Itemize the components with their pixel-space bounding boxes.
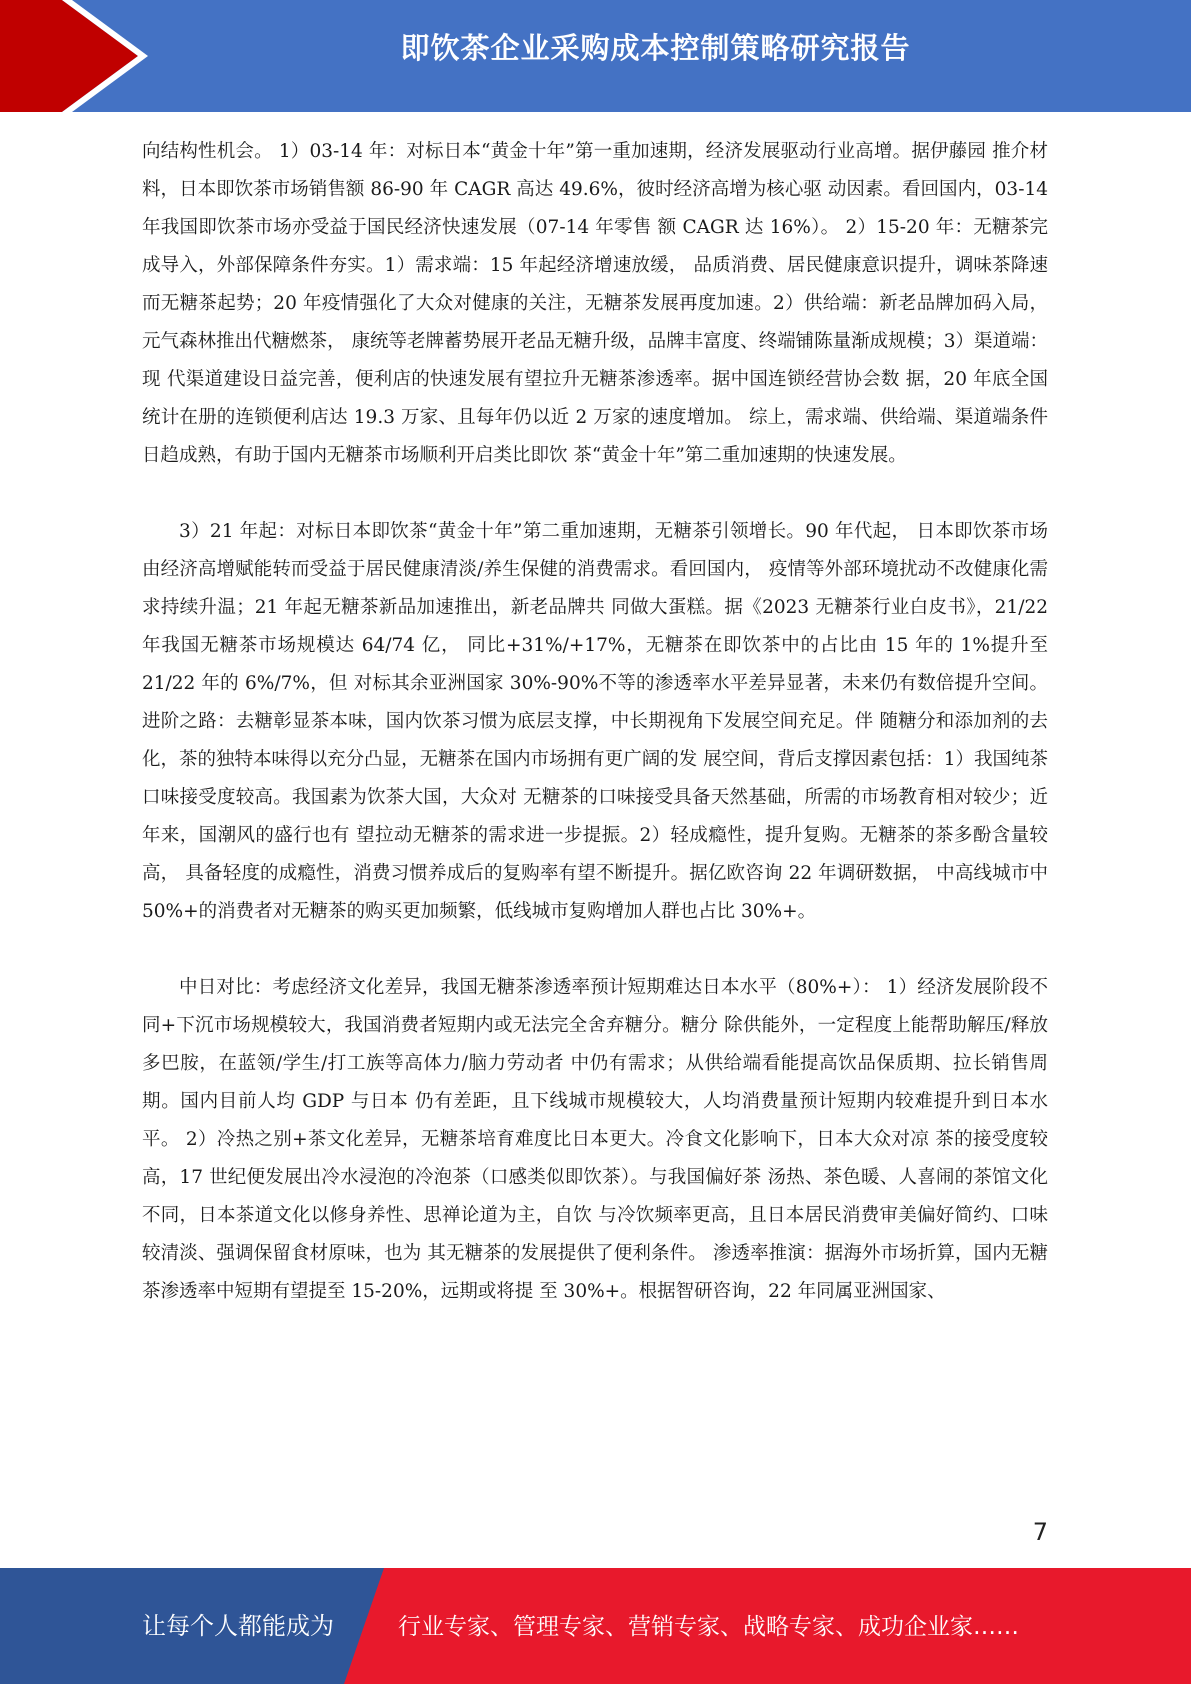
paragraph: 3）21 年起：对标日本即饮茶“黄金十年”第二重加速期，无糖茶引领增长。90 年代起， 日本即饮茶市场由经济高增赋能转而受益于居民健康清淡/养生保健的消费需求。看回国内， 疫情等外部环境扰动不改健康化需求持续升温；21 年起无糖茶新品加速推出，新老品牌共 同做大蛋糕。据《2023 无糖茶行业白皮书》，21/22 年我国无糖茶市场规模达 64/74 亿， 同比+31%/+17%，无糖茶在即饮茶中的占比由 15 年的 1%提升至 21/22 年的 6%/7%，但 对标其余亚洲国家 30%-90%不等的渗透率水平差异显著，未来仍有数倍提升空间。 进阶之路：去糖彰显茶本味，国内饮茶习惯为底层支撑，中长期视角下发展空间充足。伴 随糖分和添加剂的去化，茶的独特本味得以充分凸显，无糖茶在国内市场拥有更广阔的发 展空间，背后支撑因素包括：1）我国纯茶口味接受度较高。我国素为饮茶大国，大众对 无糖茶的口味接受具备天然基础，所需的市场教育相对较少；近年来，国潮风的盛行也有 望拉动无糖茶的需求进一步提振。2）轻成瘾性，提升复购。无糖茶的茶多酚含量较高， 具备轻度的成瘾性，消费习惯养成后的复购率有望不断提升。据亿欧咨询 22 年调研数据， 中高线城市中 50%+的消费者对无糖茶的购买更加频繁，低线城市复购增加人群也占比 30%+。 [142,521,1048,922]
footer-bar [0,1568,1191,1684]
header-arrow-icon [0,0,160,112]
header-bar [0,0,1191,112]
paragraph: 向结构性机会。 1）03-14 年：对标日本“黄金十年”第一重加速期，经济发展驱动行业高增。据伊藤园 推介材料，日本即饮茶市场销售额 86-90 年 CAGR 高达 49.6%，彼时经济高增为核心驱 动因素。看回国内，03-14 年我国即饮茶市场亦受益于国民经济快速发展（07-14 年零售 额 CAGR 达 16%）。 2）15-20 年：无糖茶完成导入，外部保障条件夯实。1）需求端：15 年起经济增速放缓， 品质消费、居民健康意识提升，调味茶降速而无糖茶起势；20 年疫情强化了大众对健康的关注，无糖茶发展再度加速。2）供给端：新老品牌加码入局，元气森林推出代糖燃茶， 康统等老牌蓄势展开老品无糖升级，品牌丰富度、终端铺陈量渐成规模；3）渠道端：现 代渠道建设日益完善，便利店的快速发展有望拉升无糖茶渗透率。据中国连锁经营协会数 据，20 年底全国统计在册的连锁便利店达 19.3 万家、且每年仍以近 2 万家的速度增加。 综上，需求端、供给端、渠道端条件日趋成熟，有助于国内无糖茶市场顺利开启类比即饮 茶“黄金十年”第二重加速期的快速发展。 [142,141,1048,466]
report-title: 即饮茶企业采购成本控制策略研究报告 [400,31,911,65]
body-text [142,133,1048,1311]
footer-slogan-left: 让每个人都能成为 [142,1612,334,1640]
page-number: 7 [1032,1518,1048,1546]
paragraph: 中日对比：考虑经济文化差异，我国无糖茶渗透率预计短期难达日本水平（80%+）： 1）经济发展阶段不同+下沉市场规模较大，我国消费者短期内或无法完全舍弃糖分。糖分 除供能外，一定程度上能帮助解压/释放多巴胺，在蓝领/学生/打工族等高体力/脑力劳动者 中仍有需求；从供给端看能提高饮品保质期、拉长销售周期。国内目前人均 GDP 与日本 仍有差距，且下线城市规模较大，人均消费量预计短期内较难提升到日本水平。 2）冷热之别+茶文化差异，无糖茶培育难度比日本更大。冷食文化影响下，日本大众对凉 茶的接受度较高，17 世纪便发展出冷水浸泡的冷泡茶（口感类似即饮茶）。与我国偏好茶 汤热、茶色暖、人喜闹的茶馆文化不同，日本茶道文化以修身养性、思禅论道为主，自饮 与冷饮频率更高，且日本居民消费审美偏好简约、口味较清淡、强调保留食材原味，也为 其无糖茶的发展提供了便利条件。 渗透率推演：据海外市场折算，国内无糖茶渗透率中短期有望提至 15-20%，远期或将提 至 30%+。根据智研咨询，22 年同属亚洲国家、 [142,977,1048,1302]
footer-slogan-right: 行业专家、管理专家、营销专家、战略专家、成功企业家…… [398,1614,1019,1640]
